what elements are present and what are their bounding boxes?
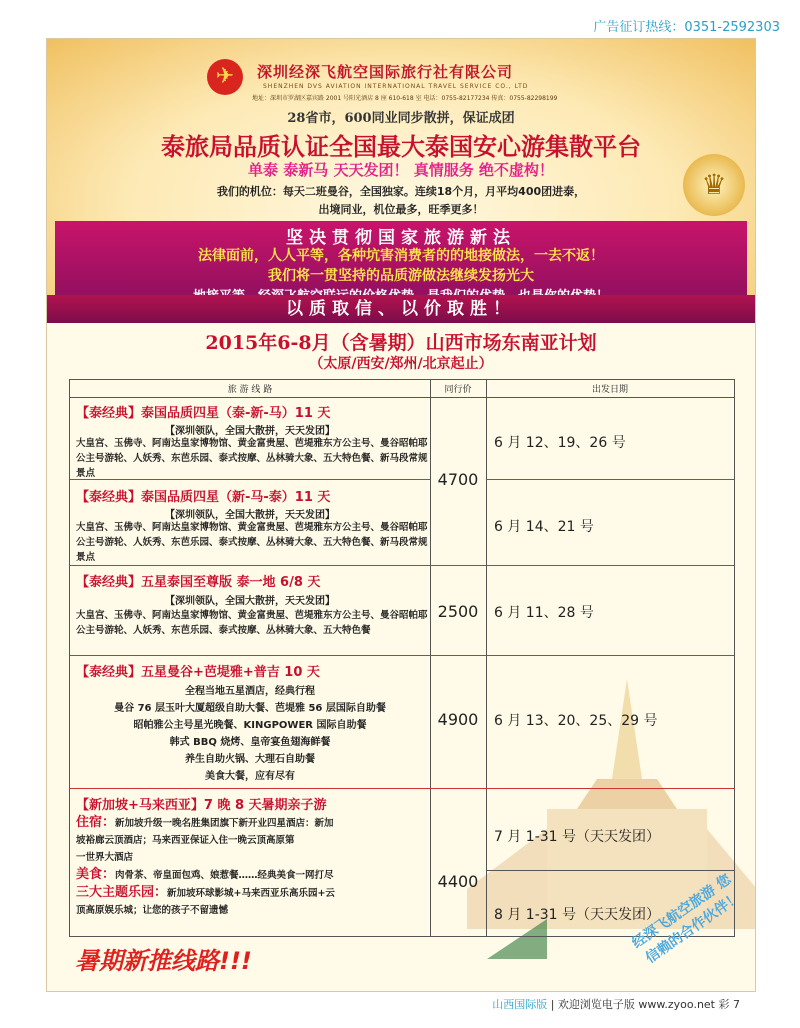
banner-line-3: 我们将一贯坚持的品质游做法继续发扬光大 xyxy=(268,268,534,284)
food-text: 肉骨茶、帝皇面包鸡、娘惹餐……经典美食一网打尽 xyxy=(115,870,334,881)
route-tag: 【深圳领队，全国大散拼，天天发团】 xyxy=(165,426,335,437)
price-value: 4900 xyxy=(437,710,479,729)
route-title: 【泰经典】五星泰国至尊版 泰一地 6/8 天 xyxy=(76,575,321,590)
stay-text: 坡裕廊云顶酒店；马来西亚保证入住一晚云顶高原第 xyxy=(76,835,295,846)
promo-slogan: 暑期新推线路!!! xyxy=(75,947,252,975)
stay-text: 新加坡升级一晚名胜集团旗下新开业四星酒店：新加 xyxy=(115,818,334,829)
park-text: 顶高原娱乐城；让您的孩子不留遗憾 xyxy=(76,905,229,916)
company-name: 深圳经深飞航空国际旅行社有限公司 xyxy=(257,63,514,81)
row-divider xyxy=(70,788,734,789)
banner-line-5: 以质取信、以价取胜！ xyxy=(286,299,516,319)
route-title: 【泰经典】泰国品质四星（新-马-泰）11 天 xyxy=(76,490,331,505)
table-header xyxy=(70,380,734,398)
route-tag: 【深圳领队，全国大散拼，天天发团】 xyxy=(165,596,335,607)
row-divider xyxy=(486,870,734,871)
route-description: 大皇宫、玉佛寺、阿南达皇家博物馆、黄金富贵屋、芭堤雅东方公主号、曼谷昭帕耶公主号游轮、人妖秀、东芭乐园、泰式按摩、丛林骑大象、五大特色餐、新马段常规景点 xyxy=(76,522,428,563)
banner-footer xyxy=(47,295,755,323)
page-footer: 山西国际版 | 欢迎浏览电子版 www.zyoo.net 彩 7 xyxy=(492,998,740,1011)
header-route: 旅 游 线 路 xyxy=(227,385,273,395)
departure-date: 6 月 12、19、26 号 xyxy=(494,435,626,451)
departure-date: 6 月 14、21 号 xyxy=(494,519,594,535)
row-divider xyxy=(486,479,734,480)
slogan-line-1: 28省市，600同业同步散拼，保证成团 xyxy=(287,111,515,126)
route-detail: 韩式 BBQ 烧烤、皇帝宴鱼翅海鲜餐 xyxy=(169,737,331,748)
route-description: 大皇宫、玉佛寺、阿南达皇家博物馆、黄金富贵屋、芭堤雅东方公主号、曼谷昭帕耶公主号游轮、人妖秀、东芭乐园、泰式按摩、丛林骑大象、五大特色餐、新马段常规景点 xyxy=(76,438,428,479)
route-detail: 曼谷 76 层玉叶大厦超级自助大餐、芭堤雅 56 层国际自助餐 xyxy=(114,703,386,714)
header-price: 同行价 xyxy=(444,385,472,395)
partner-stamp: 经深飞航空旅游 您信赖的合作伙伴！ xyxy=(629,871,744,967)
itinerary-table xyxy=(69,379,735,937)
price-value: 4700 xyxy=(437,470,479,489)
departure-date: 8 月 1-31 号（天天发团） xyxy=(494,907,661,923)
route-detail: 昭帕雅公主号星光晚餐、KINGPOWER 国际自助餐 xyxy=(133,720,367,731)
header-date: 出发日期 xyxy=(591,385,628,395)
column-divider xyxy=(486,380,487,936)
stay-label: 住宿： xyxy=(76,815,116,830)
route-title: 【泰经典】五星曼谷+芭堤雅+普吉 10 天 xyxy=(76,665,320,680)
route-detail: 全程当地五星酒店，经典行程 xyxy=(185,686,315,697)
company-name-en: SHENZHEN DVS AVIATION INTERNATIONAL TRAVEL SERVICE CO., LTD xyxy=(263,83,529,90)
slogan-line-5: 出境同业，机位最多，旺季更多！ xyxy=(318,203,484,216)
departure-date: 7 月 1-31 号（天天发团） xyxy=(494,829,661,845)
route-tag: 【深圳领队，全国大散拼，天天发团】 xyxy=(165,510,335,521)
row-divider xyxy=(70,565,734,566)
company-address: 地址：深圳市罗湖区嘉宾路 2001 号阳光酒店 8 座 610-618 室 电话：0755-82177234 传真：0755-82298199 xyxy=(252,95,558,102)
departure-date: 6 月 13、20、25、29 号 xyxy=(494,713,658,729)
golden-statue-icon: ♛ xyxy=(683,154,745,216)
footer-section-name: 山西国际版 xyxy=(492,998,548,1011)
price-value: 4400 xyxy=(437,872,479,891)
stay-text: 一世界大酒店 xyxy=(76,852,134,863)
route-description: 大皇宫、玉佛寺、阿南达皇家博物馆、黄金富贵屋、芭堤雅东方公主号、曼谷昭帕耶公主号游轮、人妖秀、东芭乐园、泰式按摩、丛林骑大象、五大特色餐 xyxy=(76,610,428,636)
company-logo-icon: ✈ xyxy=(207,59,243,95)
price-value: 2500 xyxy=(437,602,479,621)
header-area xyxy=(47,39,755,311)
banner-line-2: 法律面前，人人平等，各种坑害消费者的的地接做法，一去不返！ xyxy=(198,248,604,264)
park-label: 三大主题乐园： xyxy=(76,885,168,900)
park-text: 新加坡环球影城+马来西亚乐高乐园+云 xyxy=(167,888,335,899)
ad-hotline: 广告征订热线：0351-2592303 xyxy=(593,20,780,35)
departure-date: 6 月 11、28 号 xyxy=(494,605,594,621)
banner-line-1: 坚决贯彻国家旅游新法 xyxy=(286,228,516,248)
slogan-line-3: 单泰 泰新马 天天发团！ 真情服务 绝不虚构！ xyxy=(248,161,554,179)
food-label: 美食： xyxy=(76,867,116,882)
route-detail: 养生自助火锅、大理石自助餐 xyxy=(185,754,315,765)
slogan-line-4: 我们的机位：每天二班曼谷，全国独家。连续18个月，月平均400团进泰， xyxy=(216,185,586,198)
plan-subtitle: （太原/西安/郑州/北京起止） xyxy=(309,356,493,372)
route-title: 【新加坡+马来西亚】7 晚 8 天暑期亲子游 xyxy=(76,798,327,813)
footer-site: 欢迎浏览电子版 www.zyoo.net 彩 7 xyxy=(557,998,740,1011)
route-title: 【泰经典】泰国品质四星（泰-新-马）11 天 xyxy=(76,406,331,421)
plan-title: 2015年6-8月（含暑期）山西市场东南亚计划 xyxy=(205,332,597,354)
row-divider xyxy=(70,655,734,656)
route-description xyxy=(76,814,432,919)
advertisement-page xyxy=(46,38,756,992)
headline: 泰旅局品质认证全国最大泰国安心游集散平台 xyxy=(161,132,641,161)
row-divider xyxy=(70,479,430,480)
route-detail: 美食大餐，应有尽有 xyxy=(205,771,295,782)
